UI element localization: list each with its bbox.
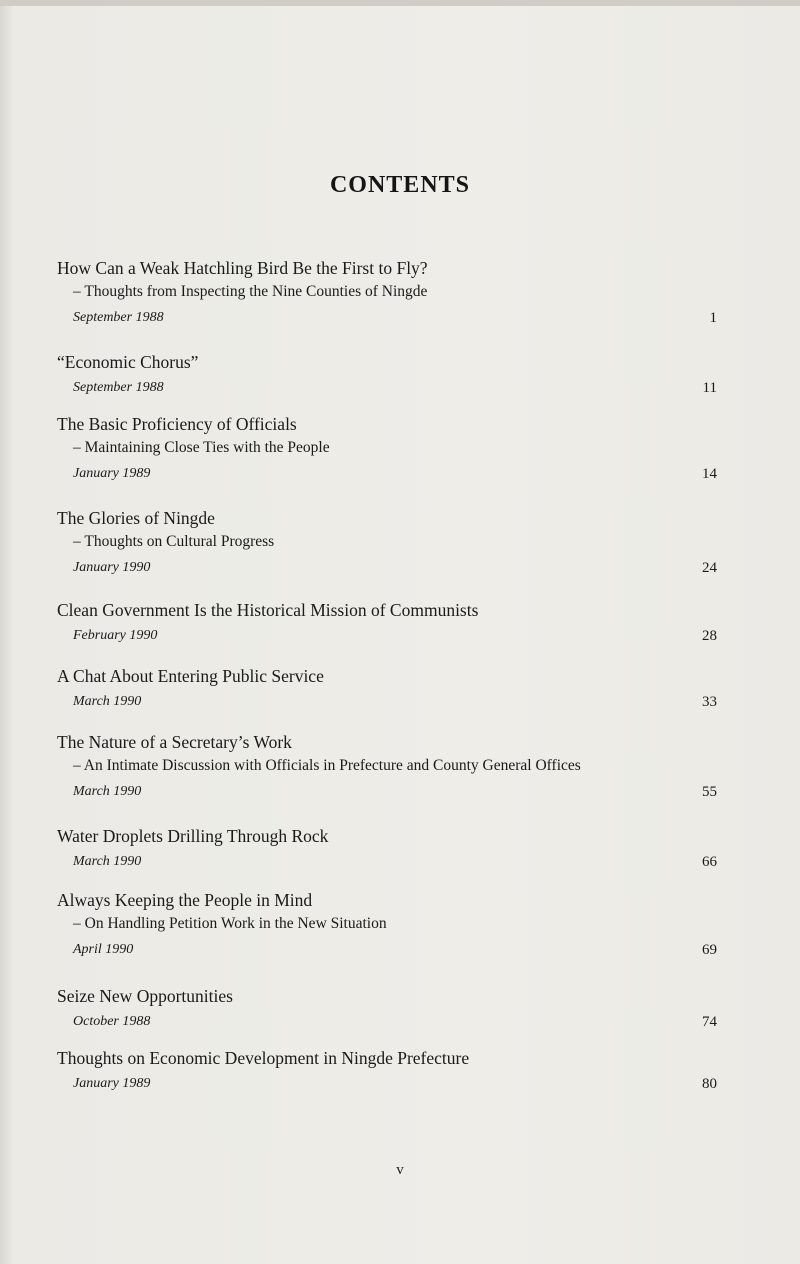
toc-entry-date: September 1988 xyxy=(73,380,164,395)
toc-entry-page: 1 xyxy=(709,310,717,326)
toc-entry xyxy=(57,664,717,714)
toc-entry-page: 33 xyxy=(702,694,717,710)
toc-entry-page: 74 xyxy=(702,1014,717,1030)
toc-entry-subtitle: – On Handling Petition Work in the New Situation xyxy=(73,915,387,932)
toc-entry-date: January 1989 xyxy=(73,1076,151,1091)
toc-entry-title: The Glories of Ningde xyxy=(57,508,215,528)
toc-entry-title: Water Droplets Drilling Through Rock xyxy=(57,826,329,846)
toc-entry-title: Clean Government Is the Historical Mission of Communists xyxy=(57,600,479,620)
toc-entry-subtitle: – Thoughts on Cultural Progress xyxy=(73,533,275,550)
toc-entry-date: March 1990 xyxy=(73,694,142,709)
toc-entry-subtitle: – Maintaining Close Ties with the People xyxy=(73,439,330,456)
toc-entry xyxy=(57,730,717,804)
toc-entry xyxy=(57,984,717,1034)
toc-entry-date: September 1988 xyxy=(73,310,164,325)
toc-entry-title: “Economic Chorus” xyxy=(57,352,199,372)
toc-entry-title: Thoughts on Economic Development in Ningde Prefecture xyxy=(57,1048,470,1068)
toc-entry-date: March 1990 xyxy=(73,854,142,869)
toc-entry xyxy=(57,506,717,580)
toc-entry-page: 80 xyxy=(702,1076,717,1092)
toc-entry-title: The Nature of a Secretary’s Work xyxy=(57,732,292,752)
toc-entry xyxy=(57,412,717,486)
contents-title: CONTENTS xyxy=(329,172,471,198)
toc-entry-date: March 1990 xyxy=(73,784,142,799)
toc-entry-title: A Chat About Entering Public Service xyxy=(57,666,324,686)
toc-entry-title: The Basic Proficiency of Officials xyxy=(57,414,297,434)
toc-entry xyxy=(57,888,717,962)
toc-entry-page: 14 xyxy=(702,466,717,482)
toc-entry-title: Always Keeping the People in Mind xyxy=(57,890,313,910)
toc-entry xyxy=(57,824,717,874)
toc-entry-page: 69 xyxy=(702,942,717,958)
toc-entry-page: 24 xyxy=(702,560,717,576)
toc-entry-date: October 1988 xyxy=(73,1014,151,1029)
toc-entry-title: Seize New Opportunities xyxy=(57,986,233,1006)
toc-entry-subtitle: – An Intimate Discussion with Officials in Prefecture and County General Offices xyxy=(73,757,581,774)
toc-entry-title: How Can a Weak Hatchling Bird Be the First to Fly? xyxy=(57,258,428,278)
toc-entry-subtitle: – Thoughts from Inspecting the Nine Counties of Ningde xyxy=(73,283,428,300)
toc-entry-date: January 1989 xyxy=(73,466,151,481)
toc-entry-date: February 1990 xyxy=(73,628,158,643)
toc-entry-page: 66 xyxy=(702,854,717,870)
toc-entry-page: 11 xyxy=(702,380,717,396)
toc-entry-date: January 1990 xyxy=(73,560,151,575)
toc-entry-page: 55 xyxy=(702,784,717,800)
toc-entry xyxy=(57,256,717,330)
toc-entry xyxy=(57,1046,717,1096)
toc-entry-page: 28 xyxy=(702,628,717,644)
toc-entry-date: April 1990 xyxy=(73,942,134,957)
toc-entry xyxy=(57,598,717,648)
page-top-edge xyxy=(0,0,800,6)
page-folio: v xyxy=(396,1162,404,1178)
toc-entry xyxy=(57,350,717,400)
